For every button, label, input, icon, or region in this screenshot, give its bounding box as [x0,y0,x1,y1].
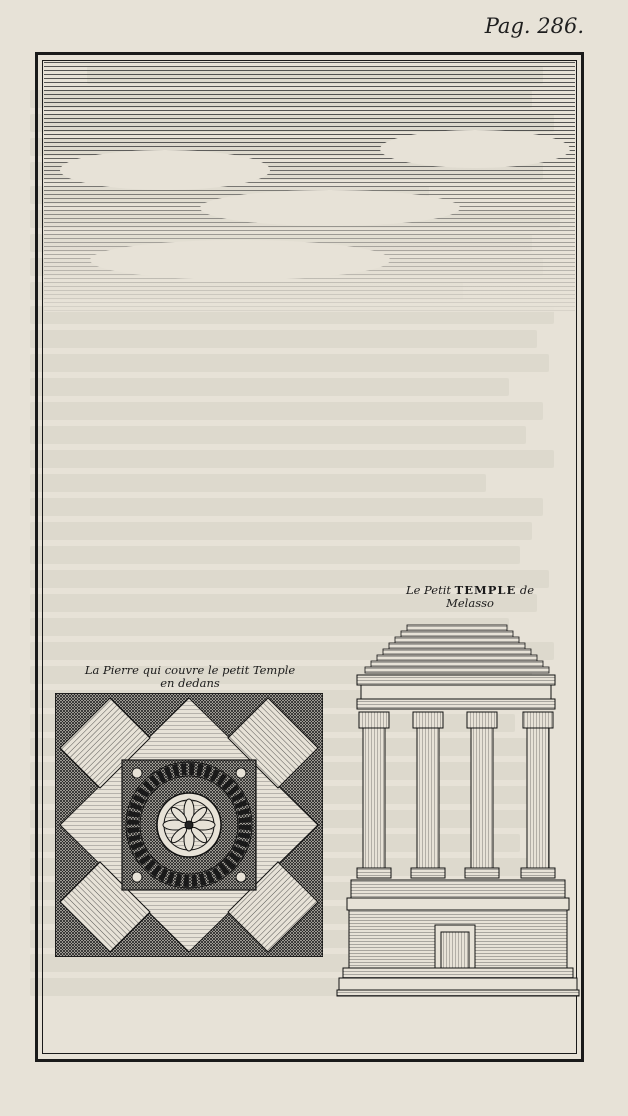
cloud [60,150,270,190]
column [411,712,445,878]
temple-caption-line2: Melasso [446,596,494,610]
cloud [380,130,570,168]
stepped-roof [365,625,549,673]
stone-ceiling-engraving [55,693,323,957]
column [357,712,391,878]
entablature [357,675,555,709]
column [465,712,499,878]
temple-caption-suffix: de [519,583,535,597]
stone-caption [56,664,324,690]
cloud [200,190,460,226]
stone-caption-line1: La Pierre qui couvre le petit Temple [84,663,296,677]
stone-caption-line2: en dedans [160,676,220,690]
temple-caption-caps: TEMPLE [454,583,517,597]
column [521,712,555,878]
page-number: Pag. 286. [484,14,584,38]
columns [357,712,555,878]
temple-caption [360,584,580,610]
podium [337,880,579,996]
cloud [90,240,390,280]
temple-elevation-engraving [335,620,580,1012]
temple-caption-prefix: Le Petit [405,583,451,597]
